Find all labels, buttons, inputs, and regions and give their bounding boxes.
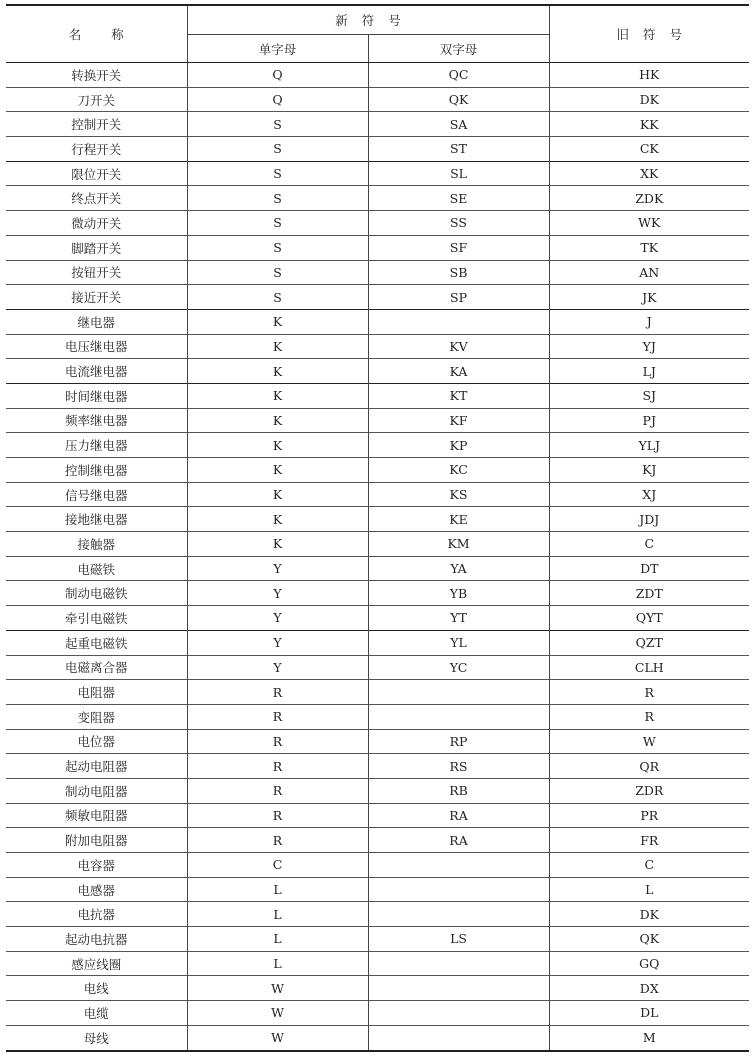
- cell-single-letter: L: [187, 877, 368, 902]
- cell-single-letter: S: [187, 285, 368, 310]
- table-row: [6, 211, 749, 236]
- cell-name: 继电器: [6, 309, 187, 334]
- header-old-symbol: [549, 5, 749, 63]
- header-new-symbol-char: 符: [361, 13, 375, 28]
- cell-name: 压力继电器: [6, 433, 187, 458]
- cell-old-symbol: QYT: [549, 606, 749, 631]
- cell-name: 起重电磁铁: [6, 630, 187, 655]
- cell-name: 频率继电器: [6, 408, 187, 433]
- cell-old-symbol: M: [549, 1025, 749, 1050]
- table-header: [6, 5, 749, 63]
- cell-double-letter: SE: [368, 186, 549, 211]
- cell-old-symbol: R: [549, 704, 749, 729]
- table-row: [6, 235, 749, 260]
- cell-name: 母线: [6, 1025, 187, 1050]
- cell-single-letter: S: [187, 112, 368, 137]
- cell-double-letter: KE: [368, 507, 549, 532]
- header-single-letter: 单字母: [187, 35, 368, 63]
- cell-old-symbol: HK: [549, 63, 749, 88]
- cell-old-symbol: ZDR: [549, 778, 749, 803]
- cell-old-symbol: WK: [549, 211, 749, 236]
- table-row: [6, 334, 749, 359]
- table-row: [6, 729, 749, 754]
- cell-single-letter: Q: [187, 87, 368, 112]
- table-row: [6, 359, 749, 384]
- cell-double-letter: KT: [368, 383, 549, 408]
- cell-old-symbol: XK: [549, 161, 749, 186]
- cell-double-letter: [368, 902, 549, 927]
- cell-single-letter: C: [187, 853, 368, 878]
- cell-single-letter: Y: [187, 630, 368, 655]
- cell-double-letter: YB: [368, 581, 549, 606]
- cell-name: 电感器: [6, 877, 187, 902]
- cell-name: 控制开关: [6, 112, 187, 137]
- table-row: [6, 877, 749, 902]
- table-row: [6, 87, 749, 112]
- cell-double-letter: [368, 1025, 549, 1050]
- table-row: [6, 112, 749, 137]
- cell-double-letter: YA: [368, 556, 549, 581]
- cell-double-letter: YT: [368, 606, 549, 631]
- cell-single-letter: L: [187, 927, 368, 952]
- table-row: [6, 630, 749, 655]
- table-row: [6, 383, 749, 408]
- table-row: [6, 927, 749, 952]
- cell-old-symbol: ZDT: [549, 581, 749, 606]
- header-name: [6, 5, 187, 63]
- cell-single-letter: L: [187, 951, 368, 976]
- cell-name: 限位开关: [6, 161, 187, 186]
- cell-double-letter: SP: [368, 285, 549, 310]
- cell-old-symbol: DX: [549, 976, 749, 1001]
- cell-double-letter: KA: [368, 359, 549, 384]
- cell-old-symbol: YLJ: [549, 433, 749, 458]
- cell-single-letter: W: [187, 976, 368, 1001]
- cell-double-letter: LS: [368, 927, 549, 952]
- table-row: [6, 828, 749, 853]
- table-row: [6, 1025, 749, 1050]
- cell-old-symbol: DL: [549, 1001, 749, 1026]
- cell-single-letter: S: [187, 137, 368, 162]
- cell-single-letter: R: [187, 754, 368, 779]
- cell-old-symbol: FR: [549, 828, 749, 853]
- cell-name: 起动电阻器: [6, 754, 187, 779]
- table-row: [6, 482, 749, 507]
- symbol-table: [6, 4, 749, 1052]
- cell-single-letter: R: [187, 680, 368, 705]
- cell-name: 接触器: [6, 532, 187, 557]
- cell-name: 感应线圈: [6, 951, 187, 976]
- table-row: [6, 704, 749, 729]
- header-new-symbol-char: 号: [388, 13, 401, 28]
- cell-name: 行程开关: [6, 137, 187, 162]
- cell-old-symbol: TK: [549, 235, 749, 260]
- cell-single-letter: L: [187, 902, 368, 927]
- cell-single-letter: K: [187, 334, 368, 359]
- cell-double-letter: KP: [368, 433, 549, 458]
- table-row: [6, 309, 749, 334]
- table-row: [6, 902, 749, 927]
- cell-old-symbol: J: [549, 309, 749, 334]
- header-old-symbol-char: 符: [643, 27, 656, 42]
- table-row: [6, 680, 749, 705]
- table-row: [6, 778, 749, 803]
- cell-double-letter: [368, 951, 549, 976]
- cell-old-symbol: DK: [549, 902, 749, 927]
- cell-single-letter: R: [187, 704, 368, 729]
- table-row: [6, 803, 749, 828]
- cell-single-letter: K: [187, 408, 368, 433]
- cell-single-letter: S: [187, 211, 368, 236]
- cell-name: 按钮开关: [6, 260, 187, 285]
- cell-old-symbol: LJ: [549, 359, 749, 384]
- cell-single-letter: R: [187, 778, 368, 803]
- table-row: [6, 853, 749, 878]
- table-row: [6, 754, 749, 779]
- cell-name: 电抗器: [6, 902, 187, 927]
- cell-double-letter: KV: [368, 334, 549, 359]
- table-body: [6, 63, 749, 1051]
- cell-single-letter: K: [187, 383, 368, 408]
- table-row: [6, 161, 749, 186]
- cell-single-letter: R: [187, 729, 368, 754]
- cell-single-letter: Q: [187, 63, 368, 88]
- cell-name: 制动电磁铁: [6, 581, 187, 606]
- cell-old-symbol: KJ: [549, 458, 749, 483]
- table-row: [6, 532, 749, 557]
- cell-double-letter: KS: [368, 482, 549, 507]
- cell-name: 制动电阻器: [6, 778, 187, 803]
- table-row: [6, 1001, 749, 1026]
- cell-double-letter: [368, 1001, 549, 1026]
- cell-old-symbol: L: [549, 877, 749, 902]
- cell-double-letter: [368, 877, 549, 902]
- cell-double-letter: ST: [368, 137, 549, 162]
- cell-name: 接地继电器: [6, 507, 187, 532]
- cell-old-symbol: JDJ: [549, 507, 749, 532]
- cell-single-letter: S: [187, 235, 368, 260]
- cell-double-letter: QK: [368, 87, 549, 112]
- table-row: [6, 186, 749, 211]
- cell-old-symbol: C: [549, 853, 749, 878]
- cell-old-symbol: ZDK: [549, 186, 749, 211]
- cell-single-letter: K: [187, 359, 368, 384]
- table-row: [6, 408, 749, 433]
- cell-name: 电线: [6, 976, 187, 1001]
- cell-double-letter: [368, 704, 549, 729]
- cell-name: 终点开关: [6, 186, 187, 211]
- cell-single-letter: K: [187, 309, 368, 334]
- cell-single-letter: K: [187, 507, 368, 532]
- header-new-symbol-char: 新: [335, 13, 348, 28]
- cell-name: 电位器: [6, 729, 187, 754]
- cell-single-letter: Y: [187, 606, 368, 631]
- cell-double-letter: RS: [368, 754, 549, 779]
- cell-name: 电磁离合器: [6, 655, 187, 680]
- header-new-symbol: [187, 5, 549, 35]
- header-old-symbol-char: 旧: [616, 27, 629, 42]
- cell-single-letter: Y: [187, 655, 368, 680]
- cell-name: 刀开关: [6, 87, 187, 112]
- cell-double-letter: SF: [368, 235, 549, 260]
- cell-single-letter: Y: [187, 556, 368, 581]
- cell-old-symbol: QR: [549, 754, 749, 779]
- cell-double-letter: KC: [368, 458, 549, 483]
- cell-old-symbol: GQ: [549, 951, 749, 976]
- cell-double-letter: RA: [368, 828, 549, 853]
- cell-single-letter: R: [187, 828, 368, 853]
- cell-single-letter: K: [187, 433, 368, 458]
- cell-old-symbol: PR: [549, 803, 749, 828]
- table-row: [6, 63, 749, 88]
- cell-name: 起动电抗器: [6, 927, 187, 952]
- table-row: [6, 507, 749, 532]
- cell-name: 信号继电器: [6, 482, 187, 507]
- cell-old-symbol: QK: [549, 927, 749, 952]
- cell-old-symbol: XJ: [549, 482, 749, 507]
- cell-double-letter: SS: [368, 211, 549, 236]
- cell-single-letter: K: [187, 532, 368, 557]
- table-row: [6, 655, 749, 680]
- cell-double-letter: KF: [368, 408, 549, 433]
- table-row: [6, 433, 749, 458]
- cell-double-letter: [368, 976, 549, 1001]
- cell-old-symbol: DK: [549, 87, 749, 112]
- table-row: [6, 581, 749, 606]
- cell-double-letter: [368, 680, 549, 705]
- cell-name: 电缆: [6, 1001, 187, 1026]
- cell-double-letter: RP: [368, 729, 549, 754]
- cell-old-symbol: DT: [549, 556, 749, 581]
- cell-single-letter: W: [187, 1001, 368, 1026]
- cell-old-symbol: QZT: [549, 630, 749, 655]
- cell-old-symbol: PJ: [549, 408, 749, 433]
- table-row: [6, 285, 749, 310]
- cell-single-letter: R: [187, 803, 368, 828]
- cell-single-letter: S: [187, 260, 368, 285]
- cell-double-letter: SL: [368, 161, 549, 186]
- cell-single-letter: S: [187, 186, 368, 211]
- cell-single-letter: S: [187, 161, 368, 186]
- cell-double-letter: KM: [368, 532, 549, 557]
- cell-old-symbol: SJ: [549, 383, 749, 408]
- table-row: [6, 556, 749, 581]
- cell-single-letter: Y: [187, 581, 368, 606]
- cell-name: 电阻器: [6, 680, 187, 705]
- cell-double-letter: QC: [368, 63, 549, 88]
- table-row: [6, 606, 749, 631]
- cell-double-letter: SA: [368, 112, 549, 137]
- header-double-letter: 双字母: [368, 35, 549, 63]
- header-old-symbol-char: 号: [669, 27, 683, 42]
- cell-name: 电磁铁: [6, 556, 187, 581]
- cell-double-letter: YC: [368, 655, 549, 680]
- cell-old-symbol: W: [549, 729, 749, 754]
- cell-single-letter: K: [187, 458, 368, 483]
- cell-old-symbol: C: [549, 532, 749, 557]
- cell-old-symbol: YJ: [549, 334, 749, 359]
- cell-name: 电流继电器: [6, 359, 187, 384]
- cell-old-symbol: AN: [549, 260, 749, 285]
- cell-double-letter: [368, 309, 549, 334]
- cell-old-symbol: CLH: [549, 655, 749, 680]
- cell-single-letter: K: [187, 482, 368, 507]
- header-name-char: 称: [111, 27, 124, 42]
- cell-double-letter: YL: [368, 630, 549, 655]
- cell-double-letter: SB: [368, 260, 549, 285]
- cell-old-symbol: R: [549, 680, 749, 705]
- cell-double-letter: [368, 853, 549, 878]
- cell-name: 电容器: [6, 853, 187, 878]
- header-name-char: 名: [68, 27, 82, 42]
- cell-double-letter: RA: [368, 803, 549, 828]
- cell-name: 接近开关: [6, 285, 187, 310]
- cell-name: 电压继电器: [6, 334, 187, 359]
- table-row: [6, 951, 749, 976]
- table-row: [6, 137, 749, 162]
- cell-old-symbol: KK: [549, 112, 749, 137]
- cell-name: 变阻器: [6, 704, 187, 729]
- cell-name: 控制继电器: [6, 458, 187, 483]
- cell-old-symbol: CK: [549, 137, 749, 162]
- cell-name: 频敏电阻器: [6, 803, 187, 828]
- table-row: [6, 260, 749, 285]
- table-row: [6, 976, 749, 1001]
- cell-old-symbol: JK: [549, 285, 749, 310]
- table-row: [6, 458, 749, 483]
- cell-name: 脚踏开关: [6, 235, 187, 260]
- cell-name: 附加电阻器: [6, 828, 187, 853]
- cell-name: 微动开关: [6, 211, 187, 236]
- cell-name: 牵引电磁铁: [6, 606, 187, 631]
- cell-name: 时间继电器: [6, 383, 187, 408]
- cell-name: 转换开关: [6, 63, 187, 88]
- cell-single-letter: W: [187, 1025, 368, 1050]
- cell-double-letter: RB: [368, 778, 549, 803]
